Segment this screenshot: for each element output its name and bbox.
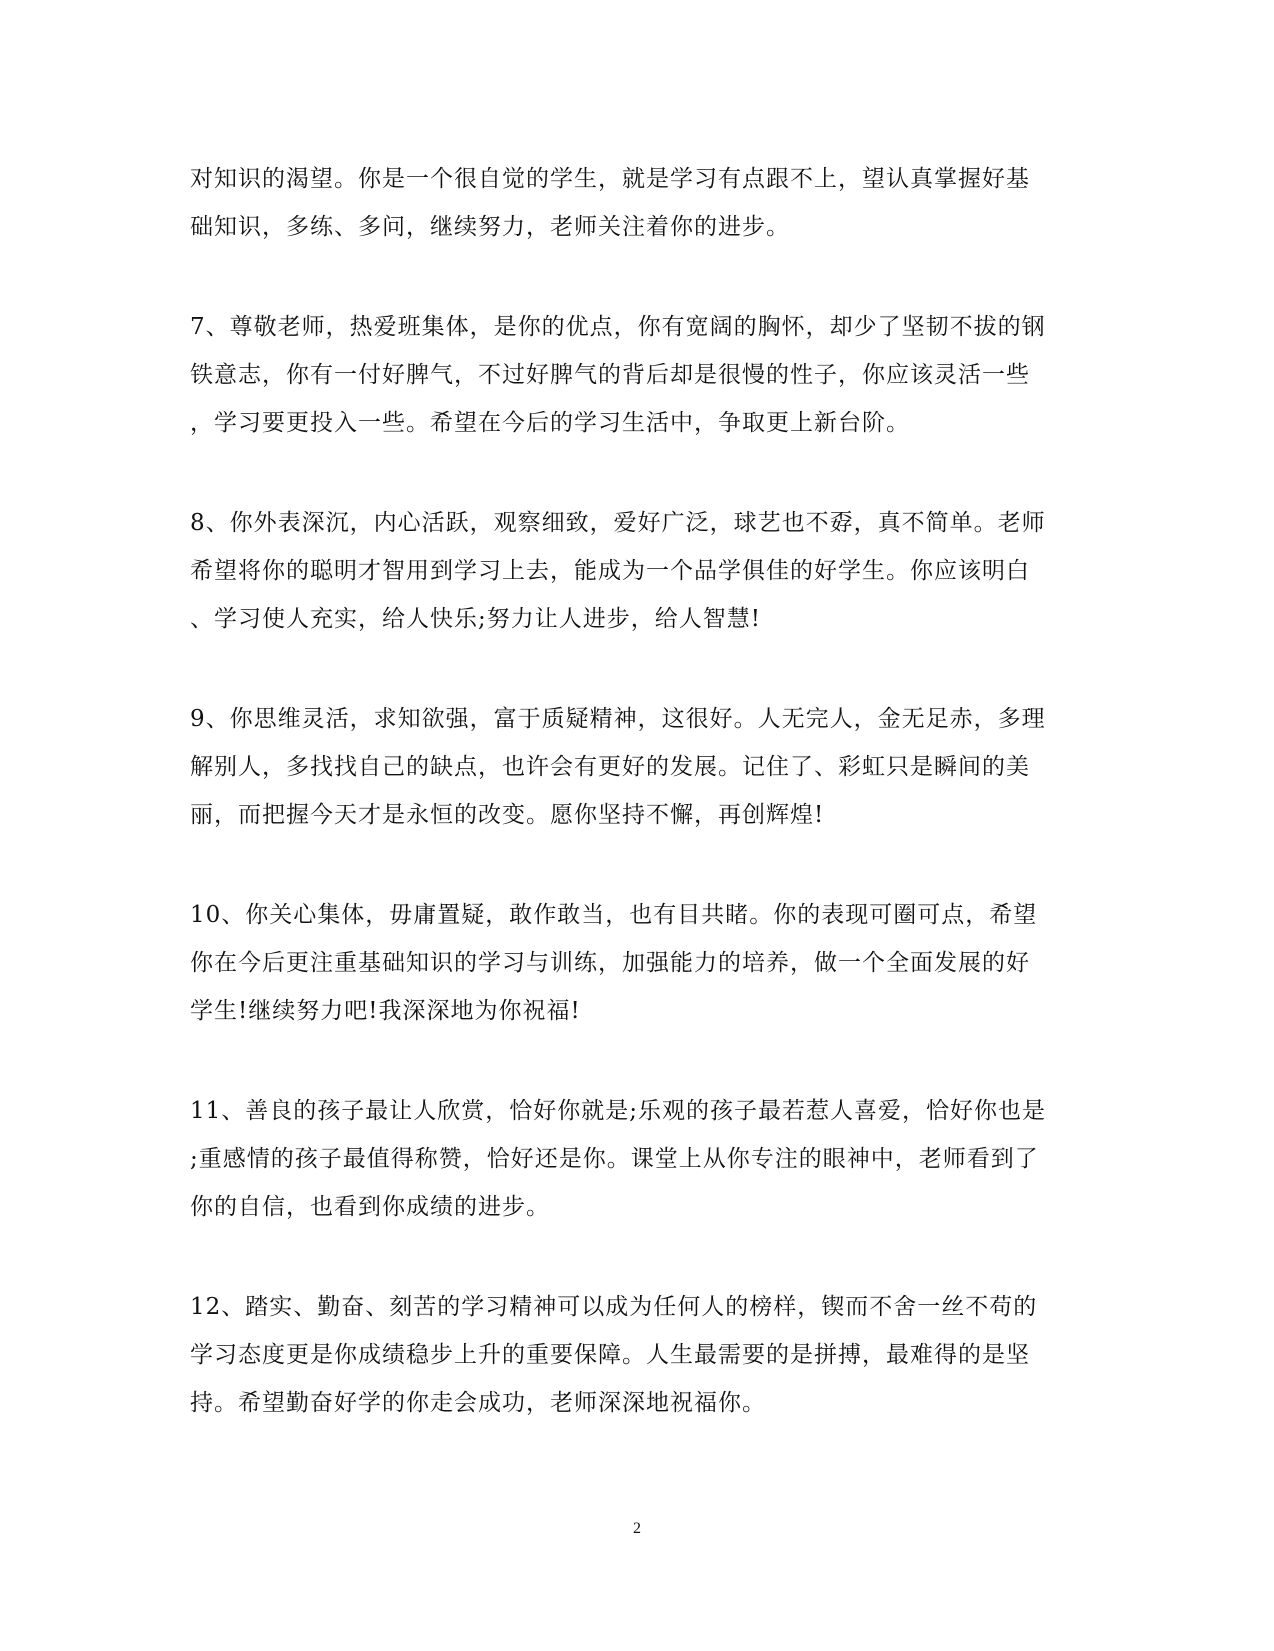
page-number: 2 (633, 1520, 641, 1537)
paragraph-item-8: 8、你外表深沉，内心活跃，观察细致，爱好广泛，球艺也不孬，真不简单。老师 希望将你的聪明才智用到学习上去，能成为一个品学俱佳的好学生。你应该明白 、学习使人充实，给人快乐;努力让人进步，给人智慧! (190, 510, 1046, 632)
paragraph-item-10: 10、你关心集体，毋庸置疑，敢作敢当，也有目共睹。你的表现可圈可点，希望 你在今后更注重基础知识的学习与训练，加强能力的培养，做一个全面发展的好 学生!继续努力吧!我深深地为你祝福! (190, 902, 1038, 1024)
paragraph-item-12: 12、踏实、勤奋、刻苦的学习精神可以成为任何人的榜样，锲而不舍一丝不苟的 学习态度更是你成绩稳步上升的重要保障。人生最需要的是拼搏，最难得的是坚 持。希望勤奋好学的你走会成功，老师深深地祝福你。 (190, 1294, 1038, 1416)
paragraph-item-11: 11、善良的孩子最让人欣赏，恰好你就是;乐观的孩子最若惹人喜爱，恰好你也是 ;重感情的孩子最值得称赞，恰好还是你。课堂上从你专注的眼神中，老师看到了 你的自信，也看到你成绩的进步。 (190, 1098, 1047, 1220)
paragraph-item-7: 7、尊敬老师，热爱班集体，是你的优点，你有宽阔的胸怀，却少了坚韧不拔的钢 铁意志，你有一付好脾气，不过好脾气的背后却是很慢的性子，你应该灵活一些 ，学习要更投入一些。希望在今后的学习生活中，争取更上新台阶。 (190, 314, 1046, 436)
paragraph-continuation: 对知识的渴望。你是一个很自觉的学生，就是学习有点跟不上，望认真掌握好基 础知识，多练、多问，继续努力，老师关注着你的进步。 (190, 166, 1030, 240)
paragraph-item-9: 9、你思维灵活，求知欲强，富于质疑精神，这很好。人无完人，金无足赤，多理 解别人，多找找自己的缺点，也许会有更好的发展。记住了、彩虹只是瞬间的美 丽，而把握今天才是永恒的改变。愿你坚持不懈，再创辉煌! (190, 706, 1046, 828)
page-body (190, 155, 1080, 1479)
